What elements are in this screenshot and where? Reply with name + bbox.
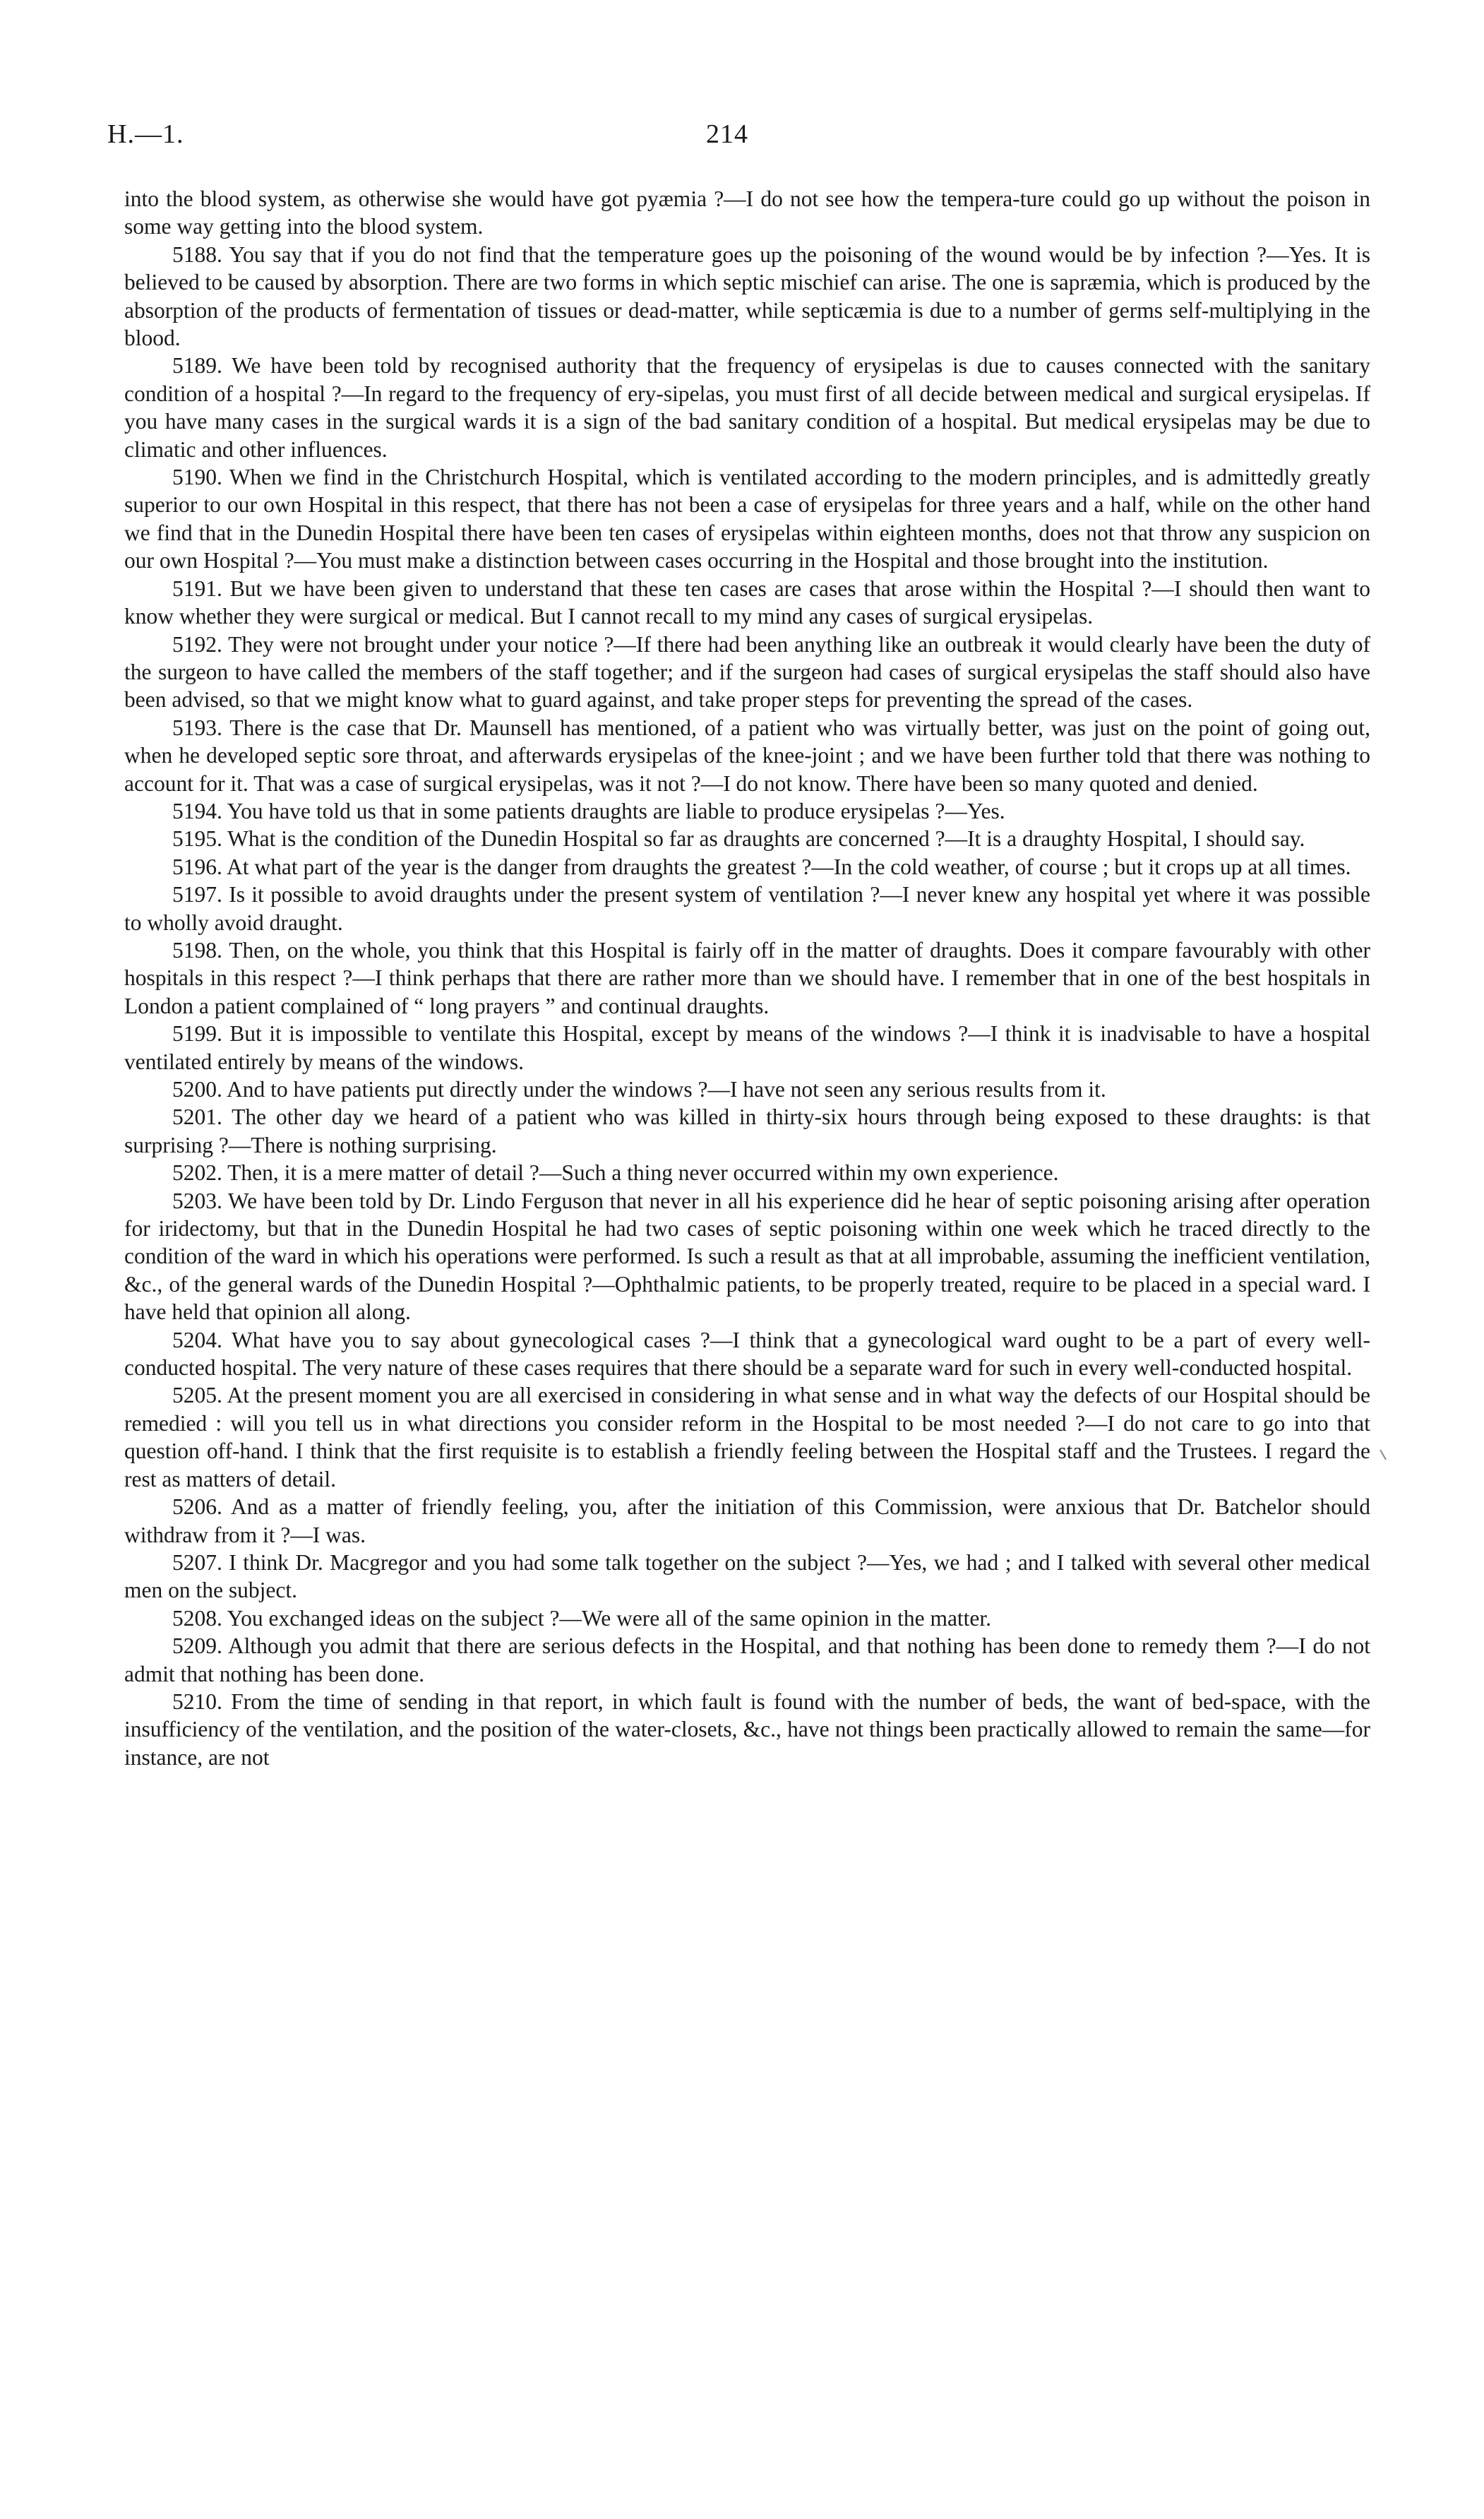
paragraph-5210: 5210. From the time of sending in that report, in which fault is found with the number of beds, the want of bed-space, with the insufficiency of the ventilation, and the position of the water-closets, &c., have not things been practically allowed to remain the same—for instance, are not — [124, 1689, 1370, 1770]
paragraph-5192: 5192. They were not brought under your notice ?—If there had been anything like an outbreak it would clearly have been the duty of the surgeon to have called the members of the staff together; and if the surgeon had cases of surgical erysipelas the staff should also have been advised, so that we might know what to guard against, and take proper steps for preventing the spread of the cases. — [124, 631, 1370, 713]
paragraph-5201: 5201. The other day we heard of a patient who was killed in thirty-six hours through being exposed to these draughts: is that surprising ?—There is nothing surprising. — [124, 1104, 1370, 1157]
paragraph-5198: 5198. Then, on the whole, you think that this Hospital is fairly off in the matter of draughts. Does it compare favourably with other hospitals in this respect ?—I think perhaps that there are rather more than we should have. I remember that in one of the best hospitals in London a patient complained of “ long prayers ” and continual draughts. — [124, 937, 1370, 1018]
paragraph-5209: 5209. Although you admit that there are serious defects in the Hospital, and that nothing has been done to remedy them ?—I do not admit that nothing has been done. — [124, 1633, 1370, 1686]
paragraph-5190: 5190. When we find in the Christchurch Hospital, which is ventilated according to the modern principles, and is admittedly greatly superior to our own Hospital in this respect, that there has not been a case of erysipelas for three years and a half, while on the other hand we find that in the Dunedin Hospital there have been ten cases of erysipelas within eighteen months, does not that throw any suspicion on our own Hospital ?—You must make a distinction between cases occurring in the Hospital and those brought into the institution. — [124, 465, 1370, 573]
paragraph-5207: 5207. I think Dr. Macgregor and you had some talk together on the subject ?—Yes, we had ; and I talked with several other medical men on the subject. — [124, 1549, 1370, 1603]
page-number: 214 — [706, 119, 748, 149]
paragraph-5204: 5204. What have you to say about gynecological cases ?—I think that a gynecological ward ought to be a part of every well-conducted hospital. The very nature of these cases requires that there should be a separate ward for such in every well-conducted hospital. — [124, 1327, 1370, 1381]
paragraph-5191: 5191. But we have been given to understand that these ten cases are cases that arose within the Hospital ?—I should then want to know whether they were surgical or medical. But I cannot recall to my mind any cases of surgical erysipelas. — [124, 576, 1370, 629]
paragraph-5208: 5208. You exchanged ideas on the subject ?—We were all of the same opinion in the matter. — [172, 1605, 992, 1631]
margin-mark — [1380, 1450, 1387, 1460]
paragraph-5203: 5203. We have been told by Dr. Lindo Ferguson that never in all his experience did he hear of septic poisoning arising after operation for iridectomy, but that in the Dunedin Hospital he had two cases of septic poisoning within one week which he traced directly to the condition of the ward in which his operations were performed. Is such a result as that at all improbable, assuming the inefficient ventilation, &c., of the general wards of the Dunedin Hospital ?—Ophthalmic patients, to be properly treated, require to be placed in a special ward. I have held that opinion all along. — [124, 1188, 1370, 1325]
paragraph-5200: 5200. And to have patients put directly under the windows ?—I have not seen any serious results from it. — [172, 1077, 1106, 1102]
paragraph-5202: 5202. Then, it is a mere matter of detail ?—Such a thing never occurred within my own experience. — [172, 1160, 1059, 1186]
paragraph-5194: 5194. You have told us that in some patients draughts are liable to produce erysipelas ?—Yes. — [172, 798, 1005, 823]
paragraph-5189: 5189. We have been told by recognised authority that the frequency of erysipelas is due to causes connected with the sanitary condition of a hospital ?—In regard to the frequency of ery-sipelas, you must first of all decide between medical and surgical erysipelas. If you have many cases in the surgical wards it is a sign of the bad sanitary condition of a hospital. But medical erysipelas may be due to climatic and other influences. — [124, 353, 1370, 462]
paragraph-5206: 5206. And as a matter of friendly feeling, you, after the initiation of this Commission, were anxious that Dr. Batchelor should withdraw from it ?—I was. — [124, 1494, 1370, 1547]
paragraph-5205: 5205. At the present moment you are all exercised in considering in what sense and in what way the defects of our Hospital should be remedied : will you tell us in what directions you consider reform in the Hospital to be most needed ?—I do not care to go into that question off-hand. I think that the first requisite is to establish a friendly feeling between the Hospital staff and the Trustees. I regard the rest as matters of detail. — [124, 1383, 1370, 1491]
paragraph-5195: 5195. What is the condition of the Dunedin Hospital so far as draughts are concerned ?—It is a draughty Hospital, I should say. — [172, 826, 1305, 852]
body-text — [124, 185, 1370, 1771]
paragraph-5188: 5188. You say that if you do not find that the temperature goes up the poisoning of the wound would be by infection ?—Yes. It is believed to be caused by absorption. There are two forms in which septic mischief can arise. The one is sapræmia, which is produced by the absorption of the products of fermentation of tissues or dead-matter, while septicæmia is due to a number of germs self-multiplying in the blood. — [124, 242, 1370, 351]
paragraph-5197: 5197. Is it possible to avoid draughts under the present system of ventilation ?—I never knew any hospital yet where it was possible to wholly avoid draught. — [124, 882, 1370, 935]
paragraph-5199: 5199. But it is impossible to ventilate this Hospital, except by means of the windows ?—I think it is inadvisable to have a hospital ventilated entirely by means of the windows. — [124, 1021, 1370, 1074]
report-reference: H.—1. — [107, 119, 184, 149]
paragraph-5193: 5193. There is the case that Dr. Maunsell has mentioned, of a patient who was virtually better, was just on the point of going out, when he developed septic sore throat, and afterwards erysipelas of the knee-joint ; and we have been further told that there was nothing to account for it. That was a case of surgical erysipelas, was it not ?—I do not know. There have been so many quoted and denied. — [124, 715, 1370, 796]
paragraph-continuation: into the blood system, as otherwise she would have got pyæmia ?—I do not see how the tempera-ture could go up without the poison in some way getting into the blood system. — [124, 186, 1370, 239]
paragraph-5196: 5196. At what part of the year is the danger from draughts the greatest ?—In the cold weather, of course ; but it crops up at all times. — [172, 854, 1351, 879]
